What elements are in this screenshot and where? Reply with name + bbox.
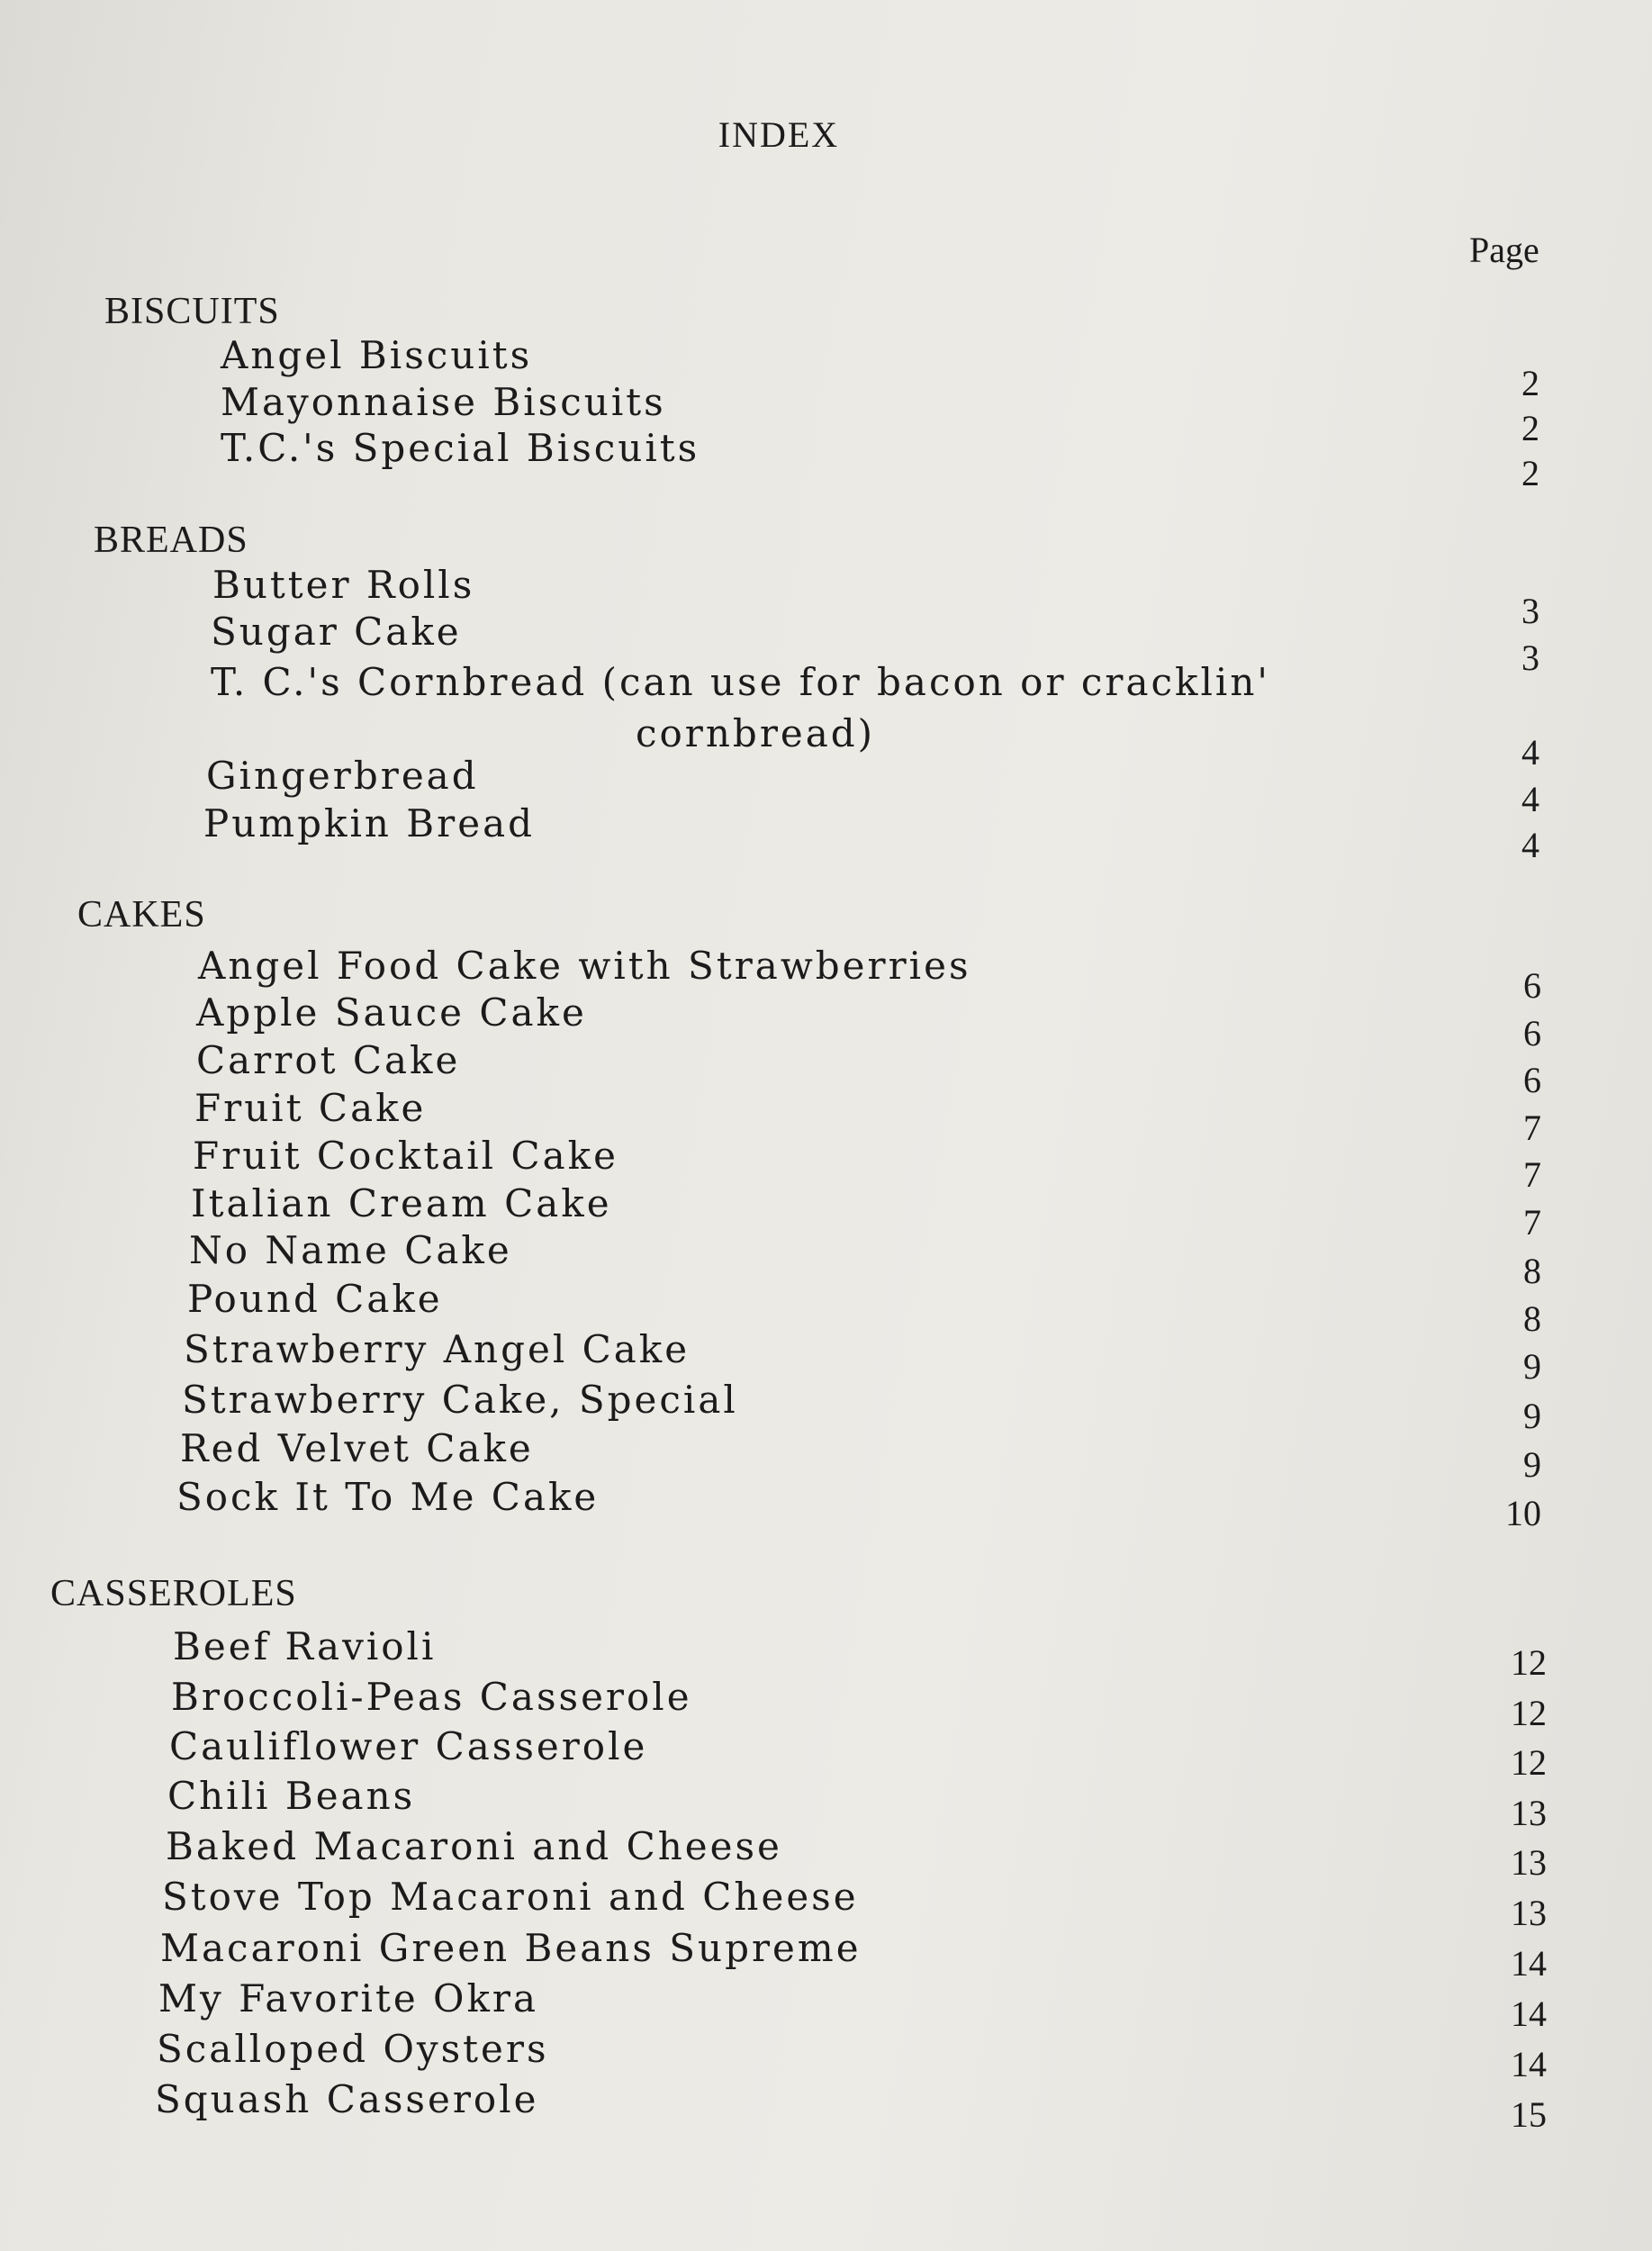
entry-name: Squash Casserole — [155, 2077, 539, 2121]
entry-page: 2 — [1521, 408, 1539, 448]
page-title: INDEX — [718, 114, 840, 155]
entry-name: Broccoli-Peas Casserole — [171, 1675, 692, 1719]
entry-page: 13 — [1511, 1893, 1547, 1933]
entry-page: 14 — [1511, 1943, 1547, 1984]
entry-page: 12 — [1511, 1642, 1547, 1683]
section-heading-casseroles: CASSEROLES — [50, 1573, 297, 1614]
entry-page: 8 — [1523, 1251, 1541, 1291]
entry-page: 6 — [1523, 1060, 1541, 1100]
entry-name: Strawberry Cake, Special — [182, 1378, 738, 1422]
entry-page: 3 — [1521, 637, 1539, 678]
entry-name: Fruit Cake — [194, 1086, 427, 1130]
section-heading-breads: BREADS — [94, 520, 248, 561]
entry-page: 2 — [1521, 363, 1539, 403]
entry-name: Angel Biscuits — [221, 333, 533, 377]
entry-name: T.C.'s Special Biscuits — [221, 426, 700, 470]
entry-page: 10 — [1505, 1493, 1541, 1533]
entry-page: 9 — [1523, 1444, 1541, 1485]
entry-name: Baked Macaroni and Cheese — [166, 1824, 782, 1868]
entry-name: Apple Sauce Cake — [196, 990, 587, 1035]
section-heading-cakes: CAKES — [77, 894, 206, 936]
entry-page: 7 — [1523, 1202, 1541, 1243]
entry-name: Cauliflower Casserole — [169, 1724, 648, 1768]
entry-name: Pumpkin Bread — [203, 801, 536, 845]
entry-name: No Name Cake — [189, 1228, 512, 1272]
entry-page: 4 — [1521, 779, 1539, 819]
entry-page: 3 — [1521, 591, 1539, 631]
entry-name: Strawberry Angel Cake — [184, 1327, 691, 1371]
entry-name: Butter Rolls — [212, 563, 475, 607]
entry-name-continuation: cornbread) — [636, 711, 876, 755]
entry-name: Chili Beans — [167, 1774, 416, 1818]
entry-name: Gingerbread — [206, 754, 479, 798]
entry-page: 13 — [1511, 1793, 1547, 1833]
entry-name: My Favorite Okra — [158, 1976, 539, 2020]
entry-page: 9 — [1523, 1346, 1541, 1387]
entry-page: 13 — [1511, 1842, 1547, 1883]
entry-name: Mayonnaise Biscuits — [221, 380, 666, 424]
entry-name: Carrot Cake — [196, 1038, 461, 1082]
entry-name: Macaroni Green Beans Supreme — [160, 1926, 862, 1970]
entry-name: Pound Cake — [187, 1277, 443, 1321]
entry-page: 9 — [1523, 1396, 1541, 1436]
entry-name: Fruit Cocktail Cake — [193, 1134, 618, 1178]
entry-page: 7 — [1523, 1154, 1541, 1195]
entry-page: 2 — [1521, 453, 1539, 493]
entry-name: T. C.'s Cornbread (can use for bacon or cracklin' — [211, 660, 1270, 704]
entry-page: 12 — [1511, 1693, 1547, 1733]
entry-page: 14 — [1511, 2044, 1547, 2084]
entry-name: Red Velvet Cake — [180, 1426, 534, 1470]
entry-page: 6 — [1523, 1013, 1541, 1053]
entry-page: 8 — [1523, 1298, 1541, 1339]
entry-page: 12 — [1511, 1742, 1547, 1783]
entry-name: Stove Top Macaroni and Cheese — [162, 1875, 859, 1919]
entry-name: Beef Ravioli — [173, 1624, 437, 1668]
entry-name: Sugar Cake — [211, 610, 462, 654]
entry-page: 4 — [1521, 825, 1539, 865]
entry-name: Sock It To Me Cake — [176, 1475, 600, 1519]
entry-page: 14 — [1511, 1993, 1547, 2034]
section-heading-biscuits: BISCUITS — [104, 291, 280, 332]
entry-page: 15 — [1511, 2094, 1547, 2135]
entry-page: 7 — [1523, 1107, 1541, 1148]
entry-name: Italian Cream Cake — [191, 1181, 612, 1225]
entry-name: Angel Food Cake with Strawberries — [198, 944, 971, 988]
entry-page: 4 — [1521, 732, 1539, 773]
page-column-header: Page — [1469, 230, 1539, 270]
entry-page: 6 — [1523, 965, 1541, 1006]
entry-name: Scalloped Oysters — [157, 2027, 549, 2071]
